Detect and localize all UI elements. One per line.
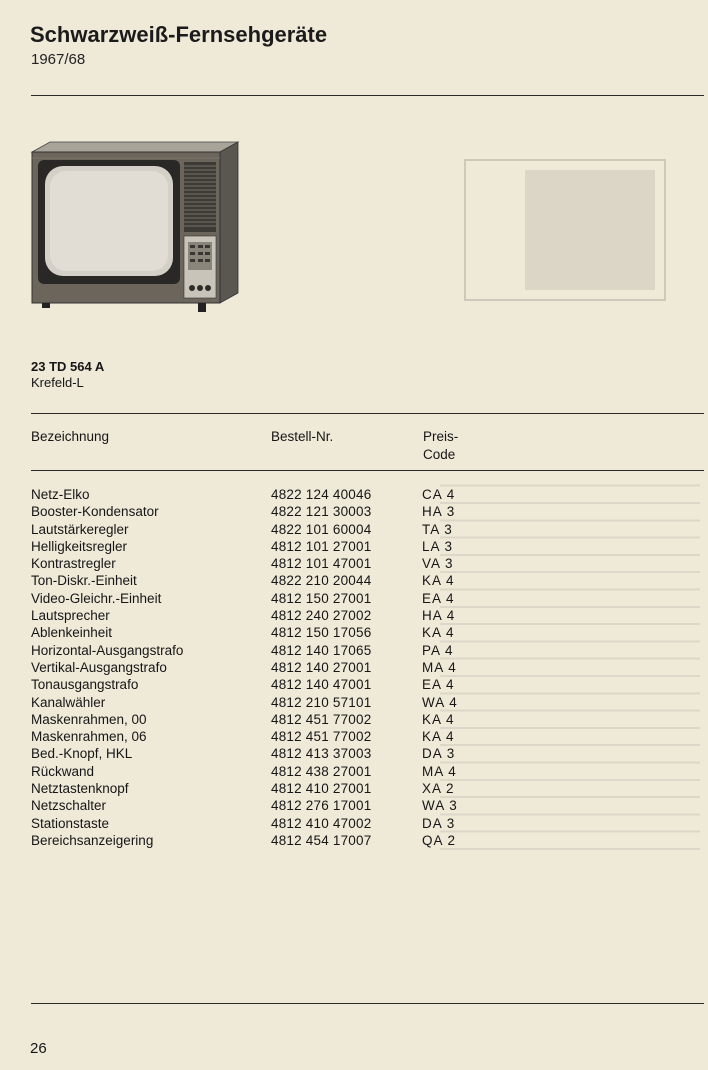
- table-row: [0, 538, 708, 555]
- table-row: [0, 642, 708, 659]
- header-preis-code-line2: Code: [423, 447, 456, 462]
- price-code: LA 3: [422, 538, 454, 554]
- table-row: [0, 555, 708, 572]
- table-row: [0, 624, 708, 641]
- order-number: 4812 410 47002: [271, 815, 372, 831]
- table-row: [0, 815, 708, 832]
- price-code: TA 3: [422, 521, 453, 537]
- order-number: 4822 210 20044: [271, 573, 372, 589]
- price-code: HA 3: [422, 504, 456, 520]
- table-row: [0, 659, 708, 676]
- part-name: Kanalwähler: [31, 694, 106, 710]
- table-row: [0, 486, 708, 503]
- price-code: EA 4: [422, 677, 455, 693]
- part-name: Netztastenknopf: [31, 781, 129, 797]
- order-number: 4812 101 27001: [271, 538, 372, 554]
- model-variant: Krefeld-L: [31, 375, 84, 390]
- header-bestell-nr: Bestell-Nr.: [271, 429, 334, 444]
- table-row: [0, 745, 708, 762]
- price-code: QA 2: [422, 832, 457, 848]
- part-name: Ton-Diskr.-Einheit: [31, 573, 137, 589]
- order-number: 4812 140 17065: [271, 642, 372, 658]
- table-row: [0, 711, 708, 728]
- price-code: KA 4: [422, 573, 455, 589]
- order-number: 4812 101 47001: [271, 556, 372, 572]
- model-number: 23 TD 564 A: [31, 359, 105, 374]
- price-code: DA 3: [422, 815, 456, 831]
- price-code: DA 3: [422, 746, 456, 762]
- table-header-divider: [31, 470, 704, 471]
- table-row: [0, 780, 708, 797]
- part-name: Maskenrahmen, 00: [31, 711, 147, 727]
- order-number: 4812 276 17001: [271, 798, 372, 814]
- table-row: [0, 503, 708, 520]
- part-name: Booster-Kondensator: [31, 504, 159, 520]
- price-code: VA 3: [422, 556, 454, 572]
- table-row: [0, 607, 708, 624]
- price-code: WA 3: [422, 798, 458, 814]
- part-name: Kontrastregler: [31, 556, 116, 572]
- tv-set-illustration: [28, 138, 240, 318]
- price-code: KA 4: [422, 711, 455, 727]
- price-code: XA 2: [422, 781, 455, 797]
- price-code: MA 4: [422, 763, 457, 779]
- price-code: PA 4: [422, 642, 454, 658]
- table-row: [0, 832, 708, 849]
- table-row: [0, 694, 708, 711]
- order-number: 4812 150 17056: [271, 625, 372, 641]
- order-number: 4812 150 27001: [271, 590, 372, 606]
- order-number: 4812 240 27002: [271, 608, 372, 624]
- order-number: 4822 101 60004: [271, 521, 372, 537]
- table-row: [0, 797, 708, 814]
- order-number: 4812 438 27001: [271, 763, 372, 779]
- price-code: MA 4: [422, 659, 457, 675]
- price-code: CA 4: [422, 487, 456, 502]
- header-bezeichnung: Bezeichnung: [31, 429, 110, 444]
- parts-table: [0, 486, 708, 849]
- table-top-divider: [31, 413, 704, 414]
- page-title: Schwarzweiß-Fernsehgeräte: [30, 22, 328, 47]
- price-code: KA 4: [422, 729, 455, 745]
- part-name: Horizontal-Ausgangstrafo: [31, 642, 184, 658]
- header-preis-code-line1: Preis-: [423, 429, 459, 444]
- part-name: Vertikal-Ausgangstrafo: [31, 659, 167, 675]
- order-number: 4822 124 40046: [271, 487, 372, 502]
- part-name: Netz-Elko: [31, 487, 90, 502]
- table-row: [0, 572, 708, 589]
- part-name: Lautstärkeregler: [31, 521, 129, 537]
- table-row: [0, 590, 708, 607]
- price-code: HA 4: [422, 608, 456, 624]
- part-name: Maskenrahmen, 06: [31, 729, 147, 745]
- order-number: 4812 140 47001: [271, 677, 372, 693]
- price-code: WA 4: [422, 694, 458, 710]
- order-number: 4812 210 57101: [271, 694, 372, 710]
- part-name: Bereichsanzeigering: [31, 832, 154, 848]
- order-number: 4812 454 17007: [271, 832, 372, 848]
- table-row: [0, 521, 708, 538]
- top-divider: [31, 95, 704, 96]
- part-name: Tonausgangstrafo: [31, 677, 139, 693]
- part-name: Helligkeitsregler: [31, 538, 128, 554]
- order-number: 4812 451 77002: [271, 711, 372, 727]
- part-name: Stationstaste: [31, 815, 110, 831]
- order-number: 4812 451 77002: [271, 729, 372, 745]
- page-subtitle-year: 1967/68: [31, 51, 86, 68]
- order-number: 4812 410 27001: [271, 781, 372, 797]
- show-through-illustration: [455, 150, 675, 310]
- part-name: Lautsprecher: [31, 608, 110, 624]
- table-row: [0, 728, 708, 745]
- part-name: Ablenkeinheit: [31, 625, 113, 641]
- part-name: Netzschalter: [31, 798, 107, 814]
- price-code: KA 4: [422, 625, 455, 641]
- part-name: Rückwand: [31, 763, 95, 779]
- part-name: Bed.-Knopf, HKL: [31, 746, 133, 762]
- table-row: [0, 676, 708, 693]
- table-row: [0, 763, 708, 780]
- order-number: 4812 140 27001: [271, 659, 372, 675]
- order-number: 4812 413 37003: [271, 746, 372, 762]
- bottom-divider: [31, 1003, 704, 1004]
- part-name: Video-Gleichr.-Einheit: [31, 590, 162, 606]
- price-code: EA 4: [422, 590, 455, 606]
- order-number: 4822 121 30003: [271, 504, 372, 520]
- page-number: 26: [30, 1040, 47, 1057]
